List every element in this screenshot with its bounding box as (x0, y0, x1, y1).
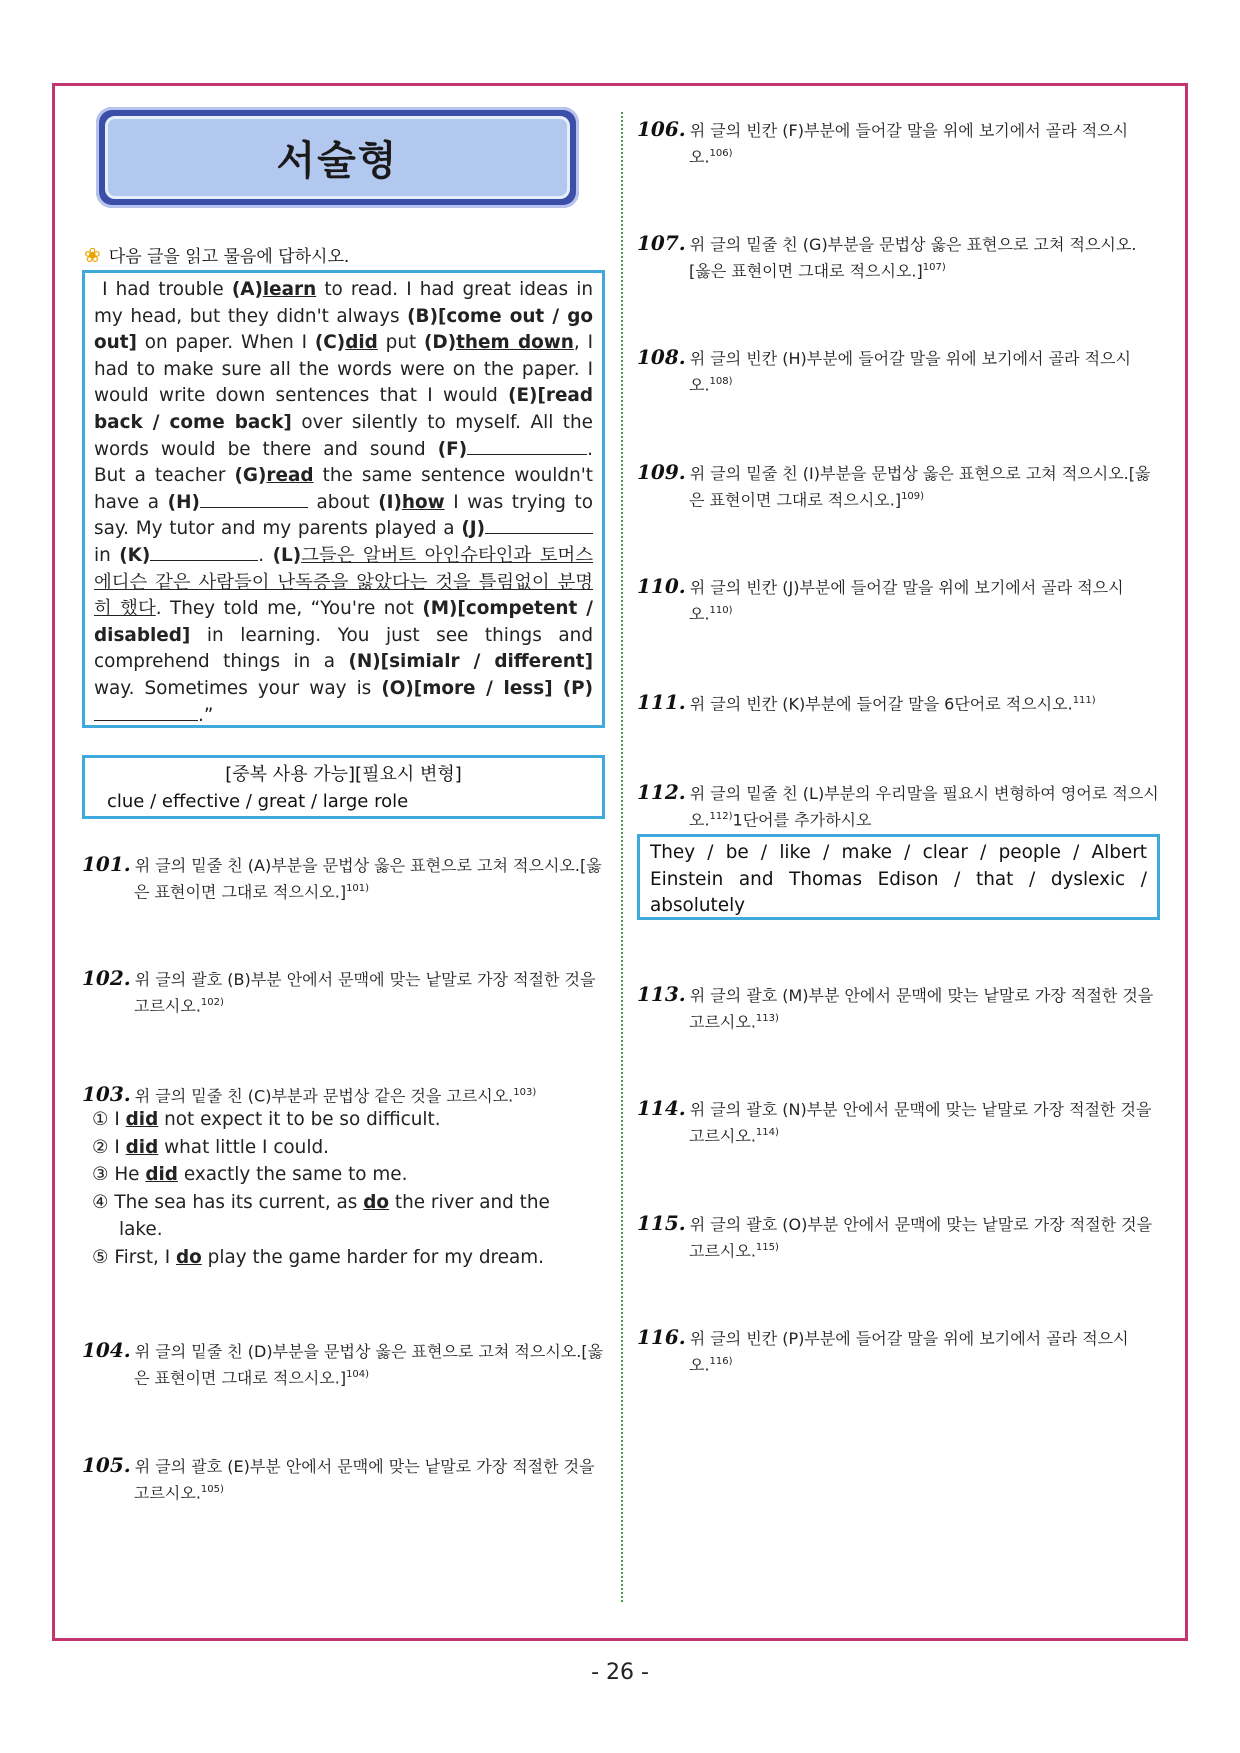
passage-text: on paper. When I (136, 332, 315, 354)
question-text: 위 글의 빈칸 (H)부분에 들어갈 말을 위에 보기에서 골라 적으시 (689, 349, 1131, 368)
question-104 (82, 1339, 607, 1389)
section-title-inner (105, 116, 570, 199)
footnote-ref: 103) (513, 1087, 537, 1098)
reading-passage (82, 270, 605, 728)
question-number: 107. (637, 231, 686, 255)
footnote-ref: 111) (1072, 695, 1096, 706)
question-text: 위 글의 밑줄 친 (L)부분의 우리말을 필요시 변형하여 영어로 적으시 (689, 784, 1159, 803)
passage-text: over silently to myself. All the words would be there and sound (94, 411, 593, 460)
question-108 (637, 346, 1162, 396)
passage-text: . But a teacher (94, 438, 593, 487)
question-115 (637, 1212, 1162, 1262)
blank-k (150, 543, 258, 561)
label-g: (G) (234, 465, 267, 487)
bracket-m: (M)[competent / disabled] (94, 598, 593, 646)
footnote-ref: 114) (755, 1127, 779, 1138)
word-bank-words: clue / effective / great / large role (107, 791, 409, 812)
choice-text: I (108, 1109, 126, 1130)
question-text-cont: 은 표현이면 그대로 적으시오.] (134, 882, 347, 902)
question-text: 위 글의 밑줄 친 (C)부분과 문법상 같은 것을 고르시오. (134, 1086, 514, 1106)
question-note: 1단어를 추가하시오 (732, 810, 872, 830)
question-number: 105. (82, 1453, 131, 1477)
blank-label-j: (J) (461, 518, 485, 540)
footnote-ref: 115) (755, 1242, 779, 1253)
question-number: 106. (637, 117, 686, 141)
question-number: 116. (637, 1325, 686, 1349)
question-103-choices (92, 1106, 604, 1271)
passage-text: in learning. You just see things and comprehend things in a (94, 624, 593, 673)
blank-label-h: (H) (167, 491, 200, 513)
word-bank-box (82, 755, 605, 819)
label-c: (C) (314, 332, 346, 354)
underlined-a: learn (262, 279, 317, 300)
underlined-c: did (345, 332, 378, 354)
footnote-ref: 109) (901, 491, 925, 502)
choice-mark: ② (92, 1136, 109, 1158)
footnote-ref: 108) (709, 376, 733, 387)
question-text: 위 글의 괄호 (M)부분 안에서 문맥에 맞는 낱말로 가장 적절한 것을 (689, 986, 1154, 1005)
question-text-cont: [옳은 표현이면 그대로 적으시오.] (689, 261, 923, 281)
choice-text-cont: lake. (119, 1219, 163, 1240)
blank-h (200, 490, 308, 508)
footnote-ref: 101) (346, 883, 370, 894)
choice-3[interactable] (92, 1161, 604, 1189)
passage-text: about (307, 491, 379, 513)
question-number: 111. (637, 690, 686, 715)
footnote-ref: 110) (709, 605, 733, 616)
question-number: 109. (637, 460, 686, 484)
underlined-d: them down (456, 332, 574, 354)
blank-j (485, 516, 593, 534)
choice-text: First, I (108, 1246, 177, 1268)
word-bank-header: [중복 사용 가능][필요시 변형] (225, 764, 462, 785)
question-103 (82, 1081, 607, 1107)
question-101 (82, 853, 607, 903)
choice-mark: ④ (92, 1191, 109, 1213)
question-text: 위 글의 밑줄 친 (G)부분을 문법상 옳은 표현으로 고쳐 적으시오. (689, 235, 1137, 254)
question-number: 101. (82, 852, 131, 876)
question-text-cont: 오. (689, 810, 710, 830)
footnote-ref: 104) (346, 1369, 370, 1380)
passage-text: in (94, 544, 120, 566)
underlined-i: how (401, 491, 445, 513)
column-divider (621, 112, 623, 1602)
passage-text: I was trying to say. My tutor and my parents played a (94, 491, 593, 540)
footnote-ref: 112) (709, 811, 733, 822)
passage-text: I had trouble (102, 279, 232, 300)
label-l: (L) (272, 544, 302, 566)
question-text: 위 글의 빈칸 (P)부분에 들어갈 말을 위에 보기에서 골라 적으시 (689, 1329, 1129, 1348)
question-110 (637, 575, 1162, 625)
choice-1[interactable] (92, 1106, 604, 1134)
passage-text: .” (198, 704, 214, 726)
question-text-cont: 고르시오. (689, 1012, 756, 1032)
question-109 (637, 461, 1162, 511)
choice-text: what little I could. (158, 1136, 329, 1158)
bracket-b: (B)[come out / go out] (94, 305, 593, 354)
question-number: 114. (637, 1096, 686, 1120)
choice-text: exactly the same to me. (177, 1164, 408, 1185)
question-102 (82, 967, 607, 1017)
question-text-cont: 고르시오. (689, 1126, 756, 1146)
choice-text: play the game harder for my dream. (201, 1246, 545, 1268)
question-112 (637, 781, 1162, 831)
question-text: 위 글의 괄호 (O)부분 안에서 문맥에 맞는 낱말로 가장 적절한 것을 (689, 1215, 1153, 1234)
question-112-words-box: They / be / like / make / clear / people / Albert Einstein and Thomas Edison / that / dyslexic / absolutely (637, 834, 1160, 920)
passage-text: put (377, 332, 425, 354)
question-number: 103. (82, 1082, 131, 1107)
passage-text: . They told me, “You're not (155, 598, 423, 620)
question-text-cont: 은 표현이면 그대로 적으시오.] (134, 1368, 347, 1388)
question-text: 위 글의 밑줄 친 (I)부분을 문법상 옳은 표현으로 고쳐 적으시오.[옳 (689, 464, 1151, 483)
question-number: 110. (637, 574, 686, 598)
question-text: 위 글의 빈칸 (K)부분에 들어갈 말을 6단어로 적으시오. (689, 694, 1073, 714)
footnote-ref: 102) (200, 997, 224, 1008)
footnote-ref: 105) (200, 1484, 224, 1495)
question-text: 위 글의 괄호 (N)부분 안에서 문맥에 맞는 낱말로 가장 적절한 것을 (689, 1100, 1152, 1119)
passage-text: way. Sometimes your way is (94, 677, 382, 699)
footnote-ref: 107) (922, 262, 946, 273)
choice-text: not expect it to be so difficult. (158, 1109, 441, 1130)
passage-text (553, 678, 563, 699)
question-text: 위 글의 괄호 (B)부분 안에서 문맥에 맞는 낱말로 가장 적절한 것을 (134, 970, 596, 989)
question-number: 108. (637, 345, 686, 369)
blank-f (467, 437, 587, 455)
question-number: 102. (82, 966, 131, 990)
question-105 (82, 1454, 607, 1504)
blank-p (94, 703, 198, 721)
question-116 (637, 1326, 1162, 1376)
choice-2[interactable] (92, 1134, 604, 1162)
question-113 (637, 983, 1162, 1033)
page-number: - 26 - (591, 1660, 649, 1685)
choice-text: the river and the (389, 1191, 550, 1213)
bracket-n: (N)[simialr / different] (348, 651, 593, 673)
section-title: 서술형 (276, 138, 399, 184)
question-text-cont: 오. (689, 375, 710, 395)
question-text: 위 글의 빈칸 (J)부분에 들어갈 말을 위에 보기에서 골라 적으시 (689, 578, 1124, 597)
footnote-ref: 106) (709, 148, 733, 159)
blank-label-f: (F) (437, 438, 468, 460)
choice-mark: ③ (92, 1164, 109, 1185)
label-d: (D) (424, 332, 457, 354)
blank-label-p: (P) (562, 677, 593, 699)
question-text: 위 글의 밑줄 친 (A)부분을 문법상 옳은 표현으로 고쳐 적으시오.[옳 (134, 856, 602, 875)
question-114 (637, 1097, 1162, 1147)
question-text-cont: 고르시오. (134, 996, 201, 1016)
question-text-cont: 고르시오. (134, 1483, 201, 1503)
question-number: 115. (637, 1211, 686, 1235)
flower-icon: ❀ (84, 242, 101, 267)
section-title-badge (96, 107, 579, 208)
question-111 (637, 689, 1162, 715)
question-text-cont: 오. (689, 147, 710, 167)
question-number: 104. (82, 1338, 131, 1362)
question-text: 위 글의 밑줄 친 (D)부분을 문법상 옳은 표현으로 고쳐 적으시오.[옳 (134, 1342, 604, 1361)
underlined-g: read (266, 465, 314, 487)
choice-key: did (145, 1164, 178, 1185)
question-text: 위 글의 괄호 (E)부분 안에서 문맥에 맞는 낱말로 가장 적절한 것을 (134, 1457, 595, 1476)
question-number: 112. (637, 780, 686, 804)
choice-mark: ① (92, 1109, 109, 1130)
choice-5[interactable] (92, 1244, 604, 1272)
choice-key: did (125, 1136, 159, 1158)
passage-text: the same sentence wouldn't have a (94, 465, 593, 513)
label-a: (A) (231, 279, 263, 300)
question-106 (637, 118, 1162, 168)
underlined-l: 그들은 알버트 아인슈타인과 토머스 에디슨 같은 사람들이 난독증을 앓았다는 것을 틀림없이 분명히 했다 (94, 544, 593, 620)
bracket-o: (O)[more / less] (381, 677, 553, 699)
question-text-cont: 고르시오. (689, 1241, 756, 1261)
question-text: 위 글의 빈칸 (F)부분에 들어갈 말을 위에 보기에서 골라 적으시 (689, 121, 1129, 140)
blank-label-k: (K) (119, 544, 151, 566)
question-text-cont: 은 표현이면 그대로 적으시오.] (689, 490, 902, 510)
passage-text: , I had to make sure all the words were on the paper. I would write down sentences that I would (94, 332, 594, 407)
label-i: (I) (378, 491, 402, 513)
passage-text: . (258, 544, 273, 566)
instruction (84, 242, 349, 267)
choice-key: did (125, 1109, 159, 1130)
footnote-ref: 116) (709, 1356, 733, 1367)
choice-key: do (176, 1246, 202, 1268)
choice-text: The sea has its current, as (108, 1191, 364, 1213)
question-107 (637, 232, 1162, 282)
instruction-text: 다음 글을 읽고 물음에 답하시오. (108, 247, 350, 267)
question-number: 113. (637, 982, 686, 1006)
choice-mark: ⑤ (92, 1246, 109, 1268)
footnote-ref: 113) (755, 1013, 779, 1024)
choice-4[interactable] (92, 1189, 604, 1244)
passage-text: to read. I had great ideas in my head, but they didn't always (94, 279, 593, 327)
question-text-cont: 오. (689, 1355, 710, 1375)
choice-key: do (363, 1191, 390, 1213)
question-text-cont: 오. (689, 604, 710, 624)
choice-text: I (108, 1136, 126, 1158)
choice-text: He (108, 1164, 146, 1185)
bracket-e: (E)[read back / come back] (94, 385, 593, 433)
